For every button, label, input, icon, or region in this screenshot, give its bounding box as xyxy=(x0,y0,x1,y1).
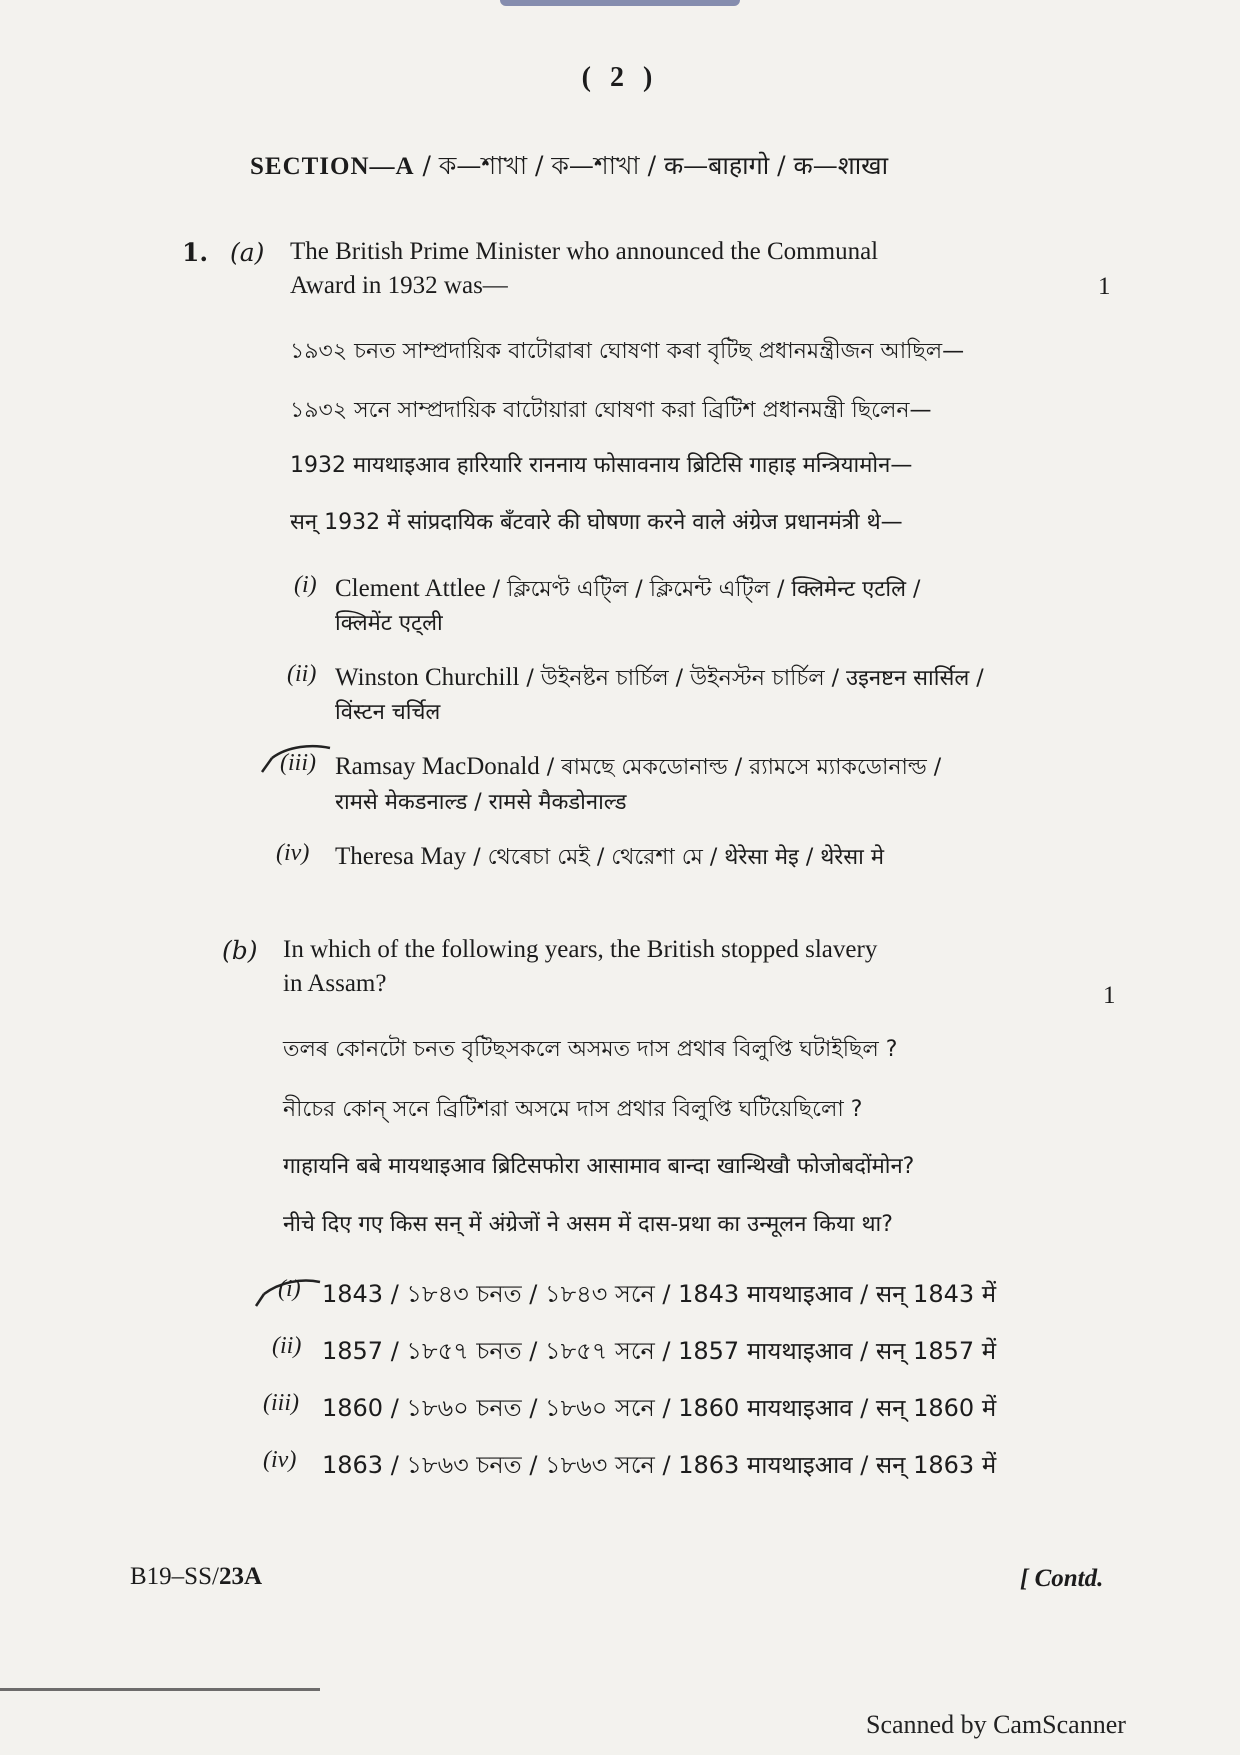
option-b-ii-text: 1857 / ১৮৫৭ চনত / ১৮৫৭ সনে / 1857 मायथाइआव / सन् 1857 में xyxy=(322,1337,997,1365)
question-b-english-line2: in Assam? xyxy=(283,970,387,997)
option-a-iv-number: (iv) xyxy=(276,840,310,866)
question-b-letter: (b) xyxy=(222,936,258,965)
continued-label: [ Contd. xyxy=(1020,1565,1104,1592)
option-b-iv-text: 1863 / ১৮৬৩ চনত / ১৮৬৩ সনে / 1863 मायथाइआव / सन् 1863 में xyxy=(322,1451,997,1479)
scan-edge-mark xyxy=(500,0,740,6)
option-a-i-translations: / ক্লিমেণ্ট এট্লি / ক্লিমেন্ট এট্লি / क्लिमेन्ट एटलि / xyxy=(485,577,921,602)
option-a-i-number: (i) xyxy=(294,572,317,598)
question-a-marks: 1 xyxy=(1098,273,1111,300)
option-b-iii-number: (iii) xyxy=(263,1390,299,1416)
option-b-iv-number: (iv) xyxy=(263,1447,297,1473)
option-b-ii xyxy=(322,1333,996,1373)
option-a-iii xyxy=(335,750,941,787)
option-b-iv xyxy=(322,1447,996,1487)
question-a-english-line2: Award in 1932 was— xyxy=(290,272,508,299)
question-number: 1. xyxy=(182,238,209,267)
question-a-hindi: सन् 1932 में सांप्रदायिक बँटवारे की घोषणा करने वाले अंग्रेज प्रधानमंत्री थे— xyxy=(290,510,903,535)
option-b-ii-number: (ii) xyxy=(272,1333,302,1359)
question-b-bengali: নীচের কোন্ সনে ব্রিটিশরা অসমে দাস প্রথার বিলুপ্তি ঘটিয়েছিলো ? xyxy=(283,1097,863,1122)
question-a-letter: (a) xyxy=(230,238,265,267)
section-heading xyxy=(250,146,888,189)
option-a-iv-english: Theresa May xyxy=(335,843,467,870)
option-a-ii-number: (ii) xyxy=(287,661,317,687)
option-b-i-number: (i) xyxy=(278,1276,301,1302)
question-b-marks: 1 xyxy=(1103,982,1116,1009)
option-a-i xyxy=(335,572,920,609)
option-a-i-line2 xyxy=(335,607,443,637)
option-b-i-text: 1843 / ১৮৪৩ চনত / ১৮৪৩ সনে / 1843 मायथाइआव / सन् 1843 में xyxy=(322,1280,997,1308)
option-a-iii-number: (iii) xyxy=(280,750,316,776)
question-b-assamese: তলৰ কোনটো চনত বৃটিছসকলে অসমত দাস প্ৰথাৰ বিলুপ্তি ঘটাইছিল ? xyxy=(283,1037,898,1062)
option-a-i-hindi: क्लिमेंट एट्ली xyxy=(335,611,443,636)
option-a-iii-line2 xyxy=(335,786,627,816)
option-a-i-english: Clement Attlee xyxy=(335,575,486,602)
option-a-iv-translations: / থেৰেচা মেই / থেরেশা মে / थेरेसा मेइ / थेरेसा मे xyxy=(466,845,885,870)
option-b-iii xyxy=(322,1390,996,1430)
question-a-bengali: ১৯৩২ সনে সাম্প্রদায়িক বাটোয়ারা ঘোষণা করা ব্রিটিশ প্রধানমন্ত্রী ছিলেন— xyxy=(290,398,932,423)
option-a-ii-english: Winston Churchill xyxy=(335,664,520,691)
question-b-bodo: गाहायनि बबे मायथाइआव ब्रिटिसफोरा आसामाव बान्दा खान्थिखौ फोजोबदोंमोन? xyxy=(283,1154,915,1179)
question-a-english-line1: The British Prime Minister who announced the Communal xyxy=(290,238,879,265)
option-b-iii-text: 1860 / ১৮৬০ চনত / ১৮৬০ সনে / 1860 मायथाइआव / सन् 1860 में xyxy=(322,1394,997,1422)
answer-tick-icon xyxy=(258,742,334,778)
option-a-iii-hindi: रामसे मेकडनाल्ड / रामसे मैकडोनाल्ड xyxy=(335,790,627,815)
paper-code xyxy=(130,1563,262,1591)
option-a-ii-hindi: विंस्टन चर्चिल xyxy=(335,700,441,725)
option-b-i xyxy=(322,1276,996,1316)
question-b-hindi: नीचे दिए गए किस सन् में अंग्रेजों ने असम में दास-प्रथा का उन्मूलन किया था? xyxy=(283,1212,893,1237)
scanner-watermark: Scanned by CamScanner xyxy=(866,1710,1126,1739)
scan-edge-line xyxy=(0,1688,320,1691)
option-a-iii-translations: / ৰামছে মেকডোনাল্ড / র‍্যামসে ম্যাকডোনাল্ড / xyxy=(539,755,942,780)
section-heading-translations: / ক—শাখা / ক—শাখা / क—बाहागो / क—शाखा xyxy=(414,151,889,180)
option-a-ii-translations: / উইনষ্টন চাৰ্চিল / উইনস্টন চার্চিল / उइनष्टन सार्सिल / xyxy=(519,666,984,691)
paper-code-prefix: B19–SS/ xyxy=(130,1563,219,1590)
question-b-english-line1: In which of the following years, the British stopped slavery xyxy=(283,936,878,963)
question-a-assamese: ১৯৩২ চনত সাম্প্ৰদায়িক বাটোৱাৰা ঘোষণা কৰা বৃটিছ প্ৰধানমন্ত্ৰীজন আছিল— xyxy=(290,339,965,364)
option-a-iii-english: Ramsay MacDonald xyxy=(335,753,540,780)
paper-code-bold: 23A xyxy=(218,1563,262,1590)
section-heading-bold: SECTION—A xyxy=(250,153,415,180)
option-a-iv xyxy=(335,840,884,877)
page-number: ( 2 ) xyxy=(581,62,659,93)
option-a-ii-line2 xyxy=(335,696,440,726)
question-a-bodo: 1932 मायथाइआव हारियारि राननाय फोसावनाय ब्रिटिसि गाहाइ मन्त्रियामोन— xyxy=(290,453,913,478)
option-a-ii xyxy=(335,661,984,698)
